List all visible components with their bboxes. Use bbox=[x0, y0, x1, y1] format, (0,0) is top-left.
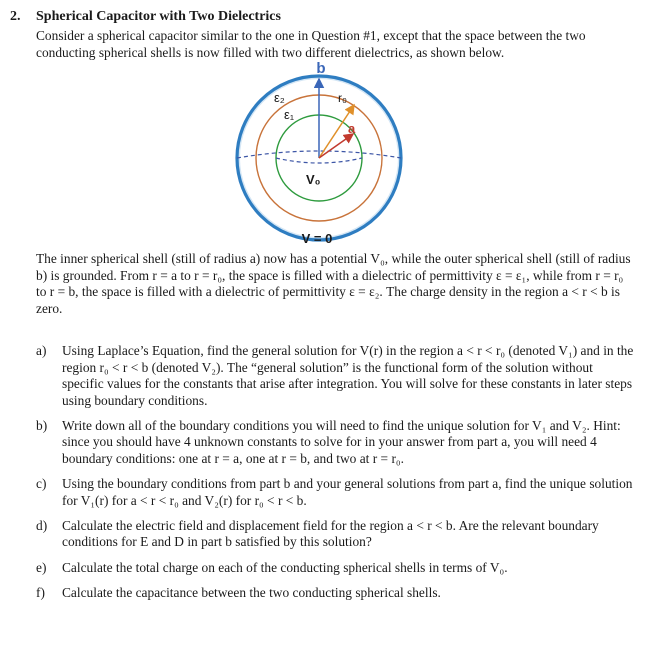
label-ground: V = 0 bbox=[301, 231, 333, 246]
intro-paragraph: Consider a spherical capacitor similar to the one in Question #1, except that the space between the two conducting spherical shells is now filled with two different dielectrics, as shown below. bbox=[36, 28, 586, 60]
description-paragraph: The inner spherical shell (still of radius a) now has a potential V₀, while the outer spherical shell (still of radius b) is grounded. From r = a to r = r₀, the space is filled with a dielectric of permittivity ε = ε₁, while from r = r₀ to r = b, the space is filled with a dielectric of permittivity ε = ε₂. The charge density in the region a < r < b is zero. bbox=[36, 251, 631, 316]
part-f bbox=[36, 585, 636, 602]
part-label: f) bbox=[36, 584, 45, 600]
part-label: c) bbox=[36, 476, 47, 492]
part-text: Using Laplace’s Equation, find the general solution for V(r) in the region a < r < r₀ (denoted V₁) and in the region r₀ < r < b (denoted V₂). The “general solution” is the functional form of the solution without specific values for the constants that arise after integration. You will solve for these constants in later steps using boundary conditions. bbox=[62, 343, 634, 408]
label-b: b bbox=[316, 60, 326, 77]
question-number: 2. bbox=[10, 9, 21, 24]
label-r0: r₀ bbox=[338, 91, 347, 105]
part-text: Calculate the electric field and displacement field for the region a < r < b. Are the relevant boundary conditions for E and D in part b satisfied by this solution? bbox=[62, 517, 599, 550]
part-text: Using the boundary conditions from part b and your general solutions from part a, find the unique solution for V₁(r) for a < r < r₀ and V₂(r) for r₀ < r < b. bbox=[62, 476, 633, 508]
part-label: a) bbox=[36, 343, 47, 358]
capacitor-diagram bbox=[214, 60, 424, 250]
label-a: a bbox=[348, 121, 356, 136]
part-label: d) bbox=[36, 517, 48, 533]
part-label: e) bbox=[36, 559, 47, 575]
capacitor-svg bbox=[214, 60, 424, 250]
label-V0: V₀ bbox=[306, 172, 321, 187]
part-d bbox=[36, 518, 636, 551]
question-title bbox=[10, 9, 281, 26]
part-text: Calculate the capacitance between the two conducting spherical shells. bbox=[62, 584, 441, 600]
part-a bbox=[36, 343, 636, 409]
label-eps1: ε₁ bbox=[284, 107, 295, 122]
part-c bbox=[36, 476, 636, 509]
part-text: Write down all of the boundary conditions you will need to find the unique solution for V₁ and V₂. Hint: since you should have 4 unknown constants to solve for in your answer from part a, you will need 4 boundary conditions: one at r = a, one at r = b, and two at r = r₀. bbox=[62, 417, 621, 467]
label-eps2: ε₂ bbox=[274, 90, 285, 105]
part-label: b) bbox=[36, 417, 48, 433]
part-e bbox=[36, 560, 636, 577]
part-text: Calculate the total charge on each of the conducting spherical shells in terms of V₀. bbox=[62, 559, 508, 575]
question-title-text: Spherical Capacitor with Two Dielectrics bbox=[36, 9, 281, 24]
part-b bbox=[36, 418, 636, 468]
parts-list bbox=[36, 343, 636, 610]
